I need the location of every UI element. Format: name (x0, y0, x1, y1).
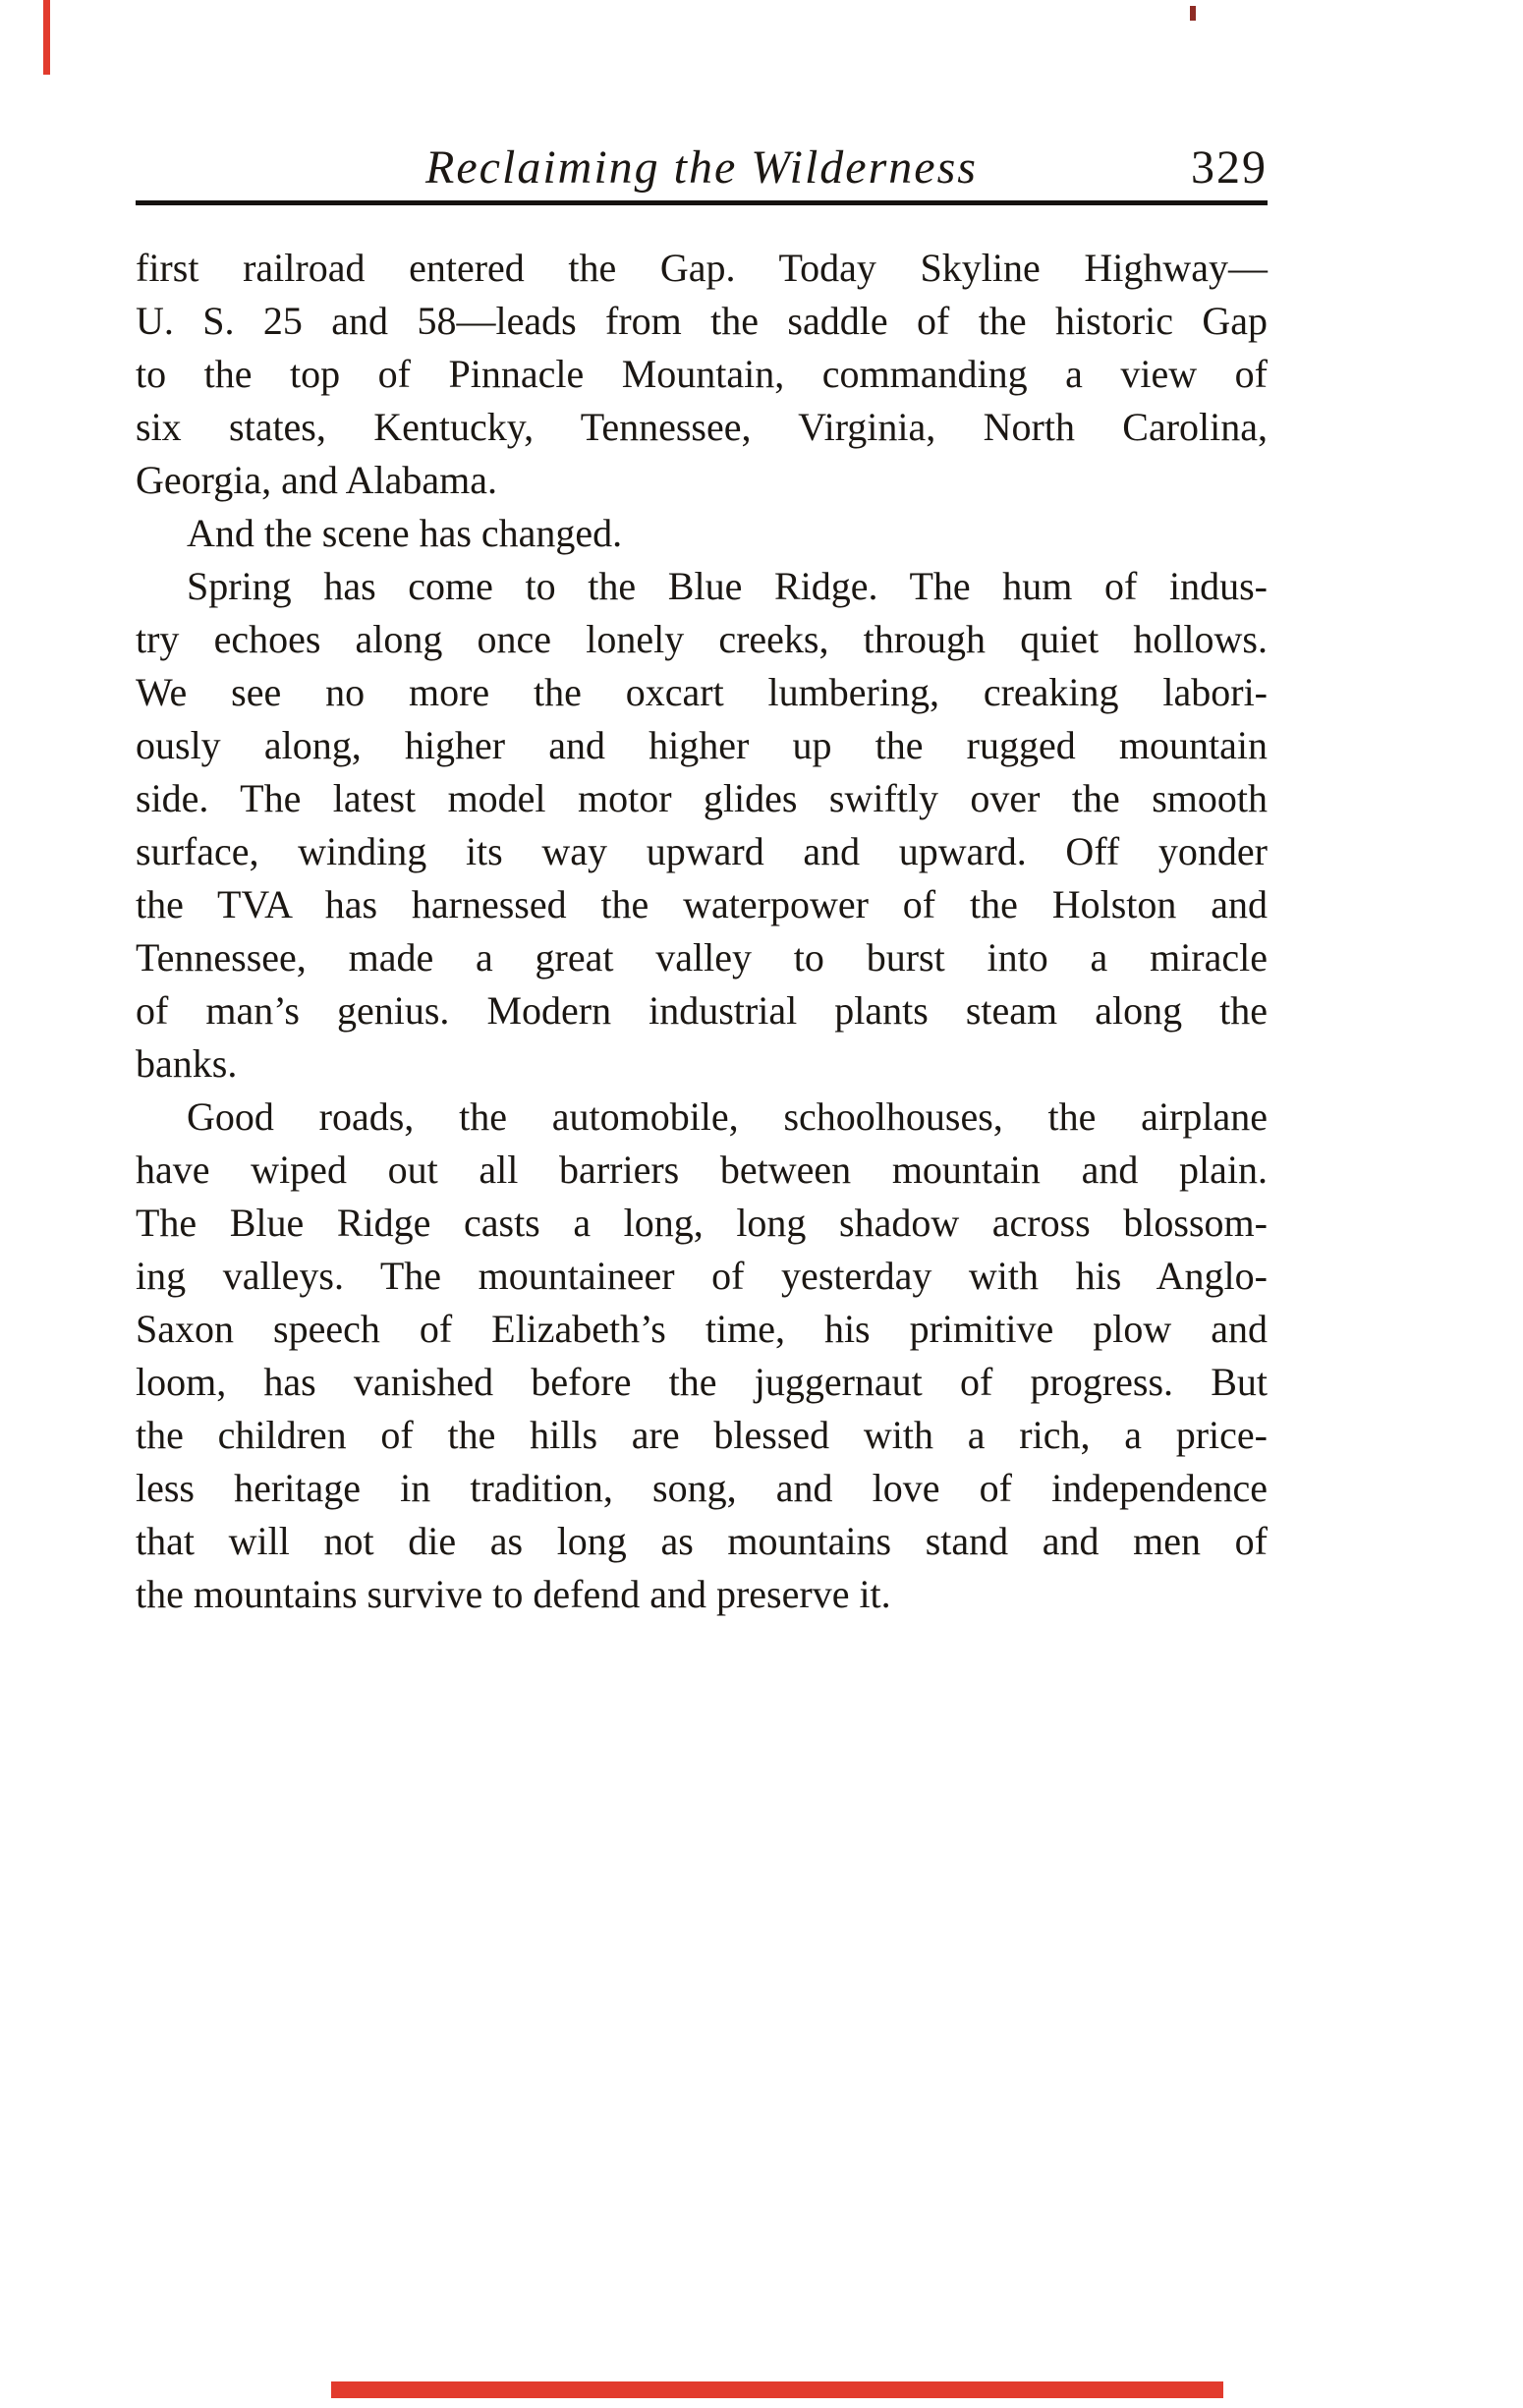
page-number: 329 (1191, 141, 1268, 194)
text-line: the mountains survive to defend and preserve it. (136, 1572, 891, 1616)
text-line: And the scene has changed. (187, 511, 623, 555)
text-line: side. The latest model motor glides swiftly over the smooth (136, 776, 1268, 820)
text-line: banks. (136, 1041, 238, 1086)
text-line: the children of the hills are blessed with a rich, a price- (136, 1413, 1268, 1457)
scan-mark-bottom-edge (331, 2381, 1223, 2398)
scan-mark-top-speck (1190, 6, 1196, 21)
header-rule (136, 200, 1268, 205)
text-line: Saxon speech of Elizabeth’s time, his primitive plow and (136, 1307, 1268, 1351)
text-line: Spring has come to the Blue Ridge. The hum of indus- (187, 564, 1268, 608)
text-line: six states, Kentucky, Tennessee, Virginia, North Carolina, (136, 405, 1268, 449)
text-line: less heritage in tradition, song, and love of independence (136, 1466, 1268, 1510)
text-line: to the top of Pinnacle Mountain, commanding a view of (136, 352, 1268, 396)
text-line: Georgia, and Alabama. (136, 458, 498, 502)
text-line: have wiped out all barriers between mountain and plain. (136, 1148, 1268, 1192)
running-header (136, 124, 1268, 196)
text-line: first railroad entered the Gap. Today Skyline Highway— (136, 246, 1268, 290)
text-line: Tennessee, made a great valley to burst into a miracle (136, 935, 1268, 980)
scan-mark-left-edge (43, 0, 50, 75)
text-line: Good roads, the automobile, schoolhouses, the airplane (187, 1094, 1268, 1139)
text-line: surface, winding its way upward and upward. Off yonder (136, 829, 1268, 873)
text-line: The Blue Ridge casts a long, long shadow across blossom- (136, 1201, 1268, 1245)
text-line: U. S. 25 and 58—leads from the saddle of the historic Gap (136, 299, 1268, 343)
text-line: try echoes along once lonely creeks, through quiet hollows. (136, 617, 1268, 661)
running-header-title: Reclaiming the Wilderness (425, 141, 978, 194)
text-line: that will not die as long as mountains stand and men of (136, 1519, 1268, 1563)
text-line: We see no more the oxcart lumbering, creaking labori- (136, 670, 1268, 714)
text-line: of man’s genius. Modern industrial plants steam along the (136, 988, 1268, 1033)
page-body (136, 242, 1268, 1621)
text-line: the TVA has harnessed the waterpower of the Holston and (136, 882, 1268, 926)
text-line: ously along, higher and higher up the rugged mountain (136, 723, 1268, 767)
text-line: ing valleys. The mountaineer of yesterday with his Anglo- (136, 1254, 1268, 1298)
text-line: loom, has vanished before the juggernaut of progress. But (136, 1360, 1268, 1404)
